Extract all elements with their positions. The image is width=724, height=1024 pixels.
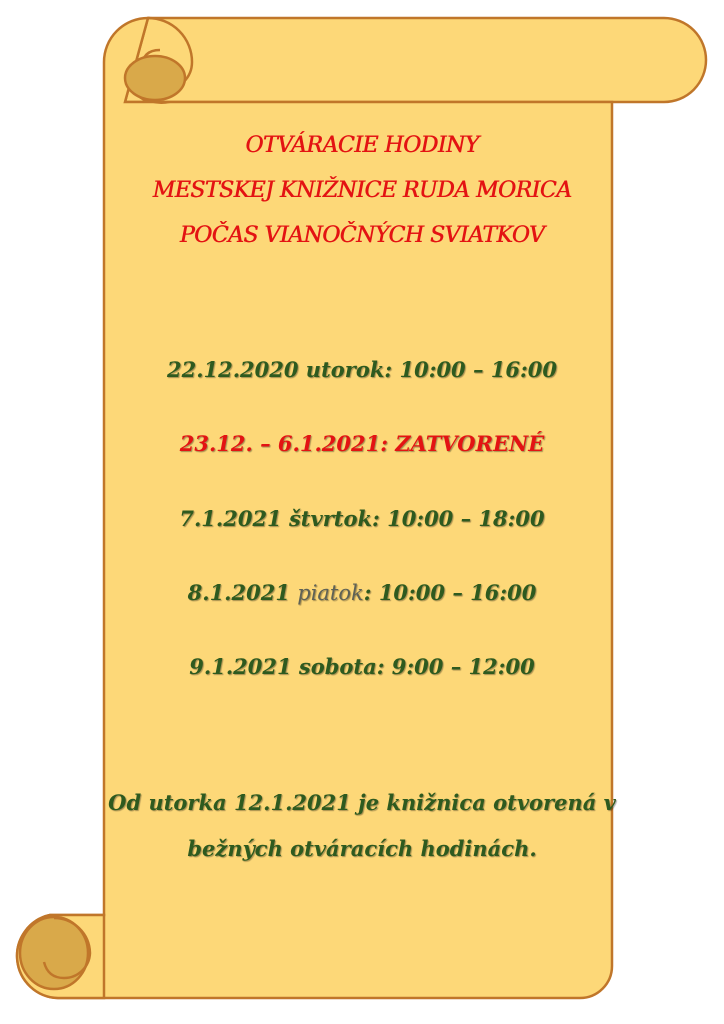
schedule-day: piatok	[297, 581, 364, 605]
title-line-1: OTVÁRACIE HODINY	[245, 133, 479, 158]
schedule-item: 7.1.2021 štvrtok: 10:00 – 18:00	[179, 506, 545, 531]
schedule-time: : 10:00 – 16:00	[363, 580, 537, 605]
footer-line-1: Od utorka 12.1.2021 je knižnica otvorená v	[108, 790, 616, 815]
title-line-3: POČAS VIANOČNÝCH SVIATKOV	[179, 223, 545, 248]
footer-line-2: bežných otváracích hodinách.	[187, 836, 537, 861]
scroll-top-roll	[125, 18, 706, 102]
schedule-item: 22.12.2020 utorok: 10:00 – 16:00	[166, 357, 557, 382]
title-line-2: MESTSKEJ KNIŽNICE RUDA MORICA	[152, 178, 572, 203]
schedule-item	[0, 580, 724, 605]
schedule-item-closed: 23.12. – 6.1.2021: ZATVORENÉ	[179, 431, 545, 456]
schedule-date: 8.1.2021	[187, 580, 298, 605]
scroll-top-curl-inner	[125, 56, 185, 100]
schedule-item: 9.1.2021 sobota: 9:00 – 12:00	[189, 654, 535, 679]
